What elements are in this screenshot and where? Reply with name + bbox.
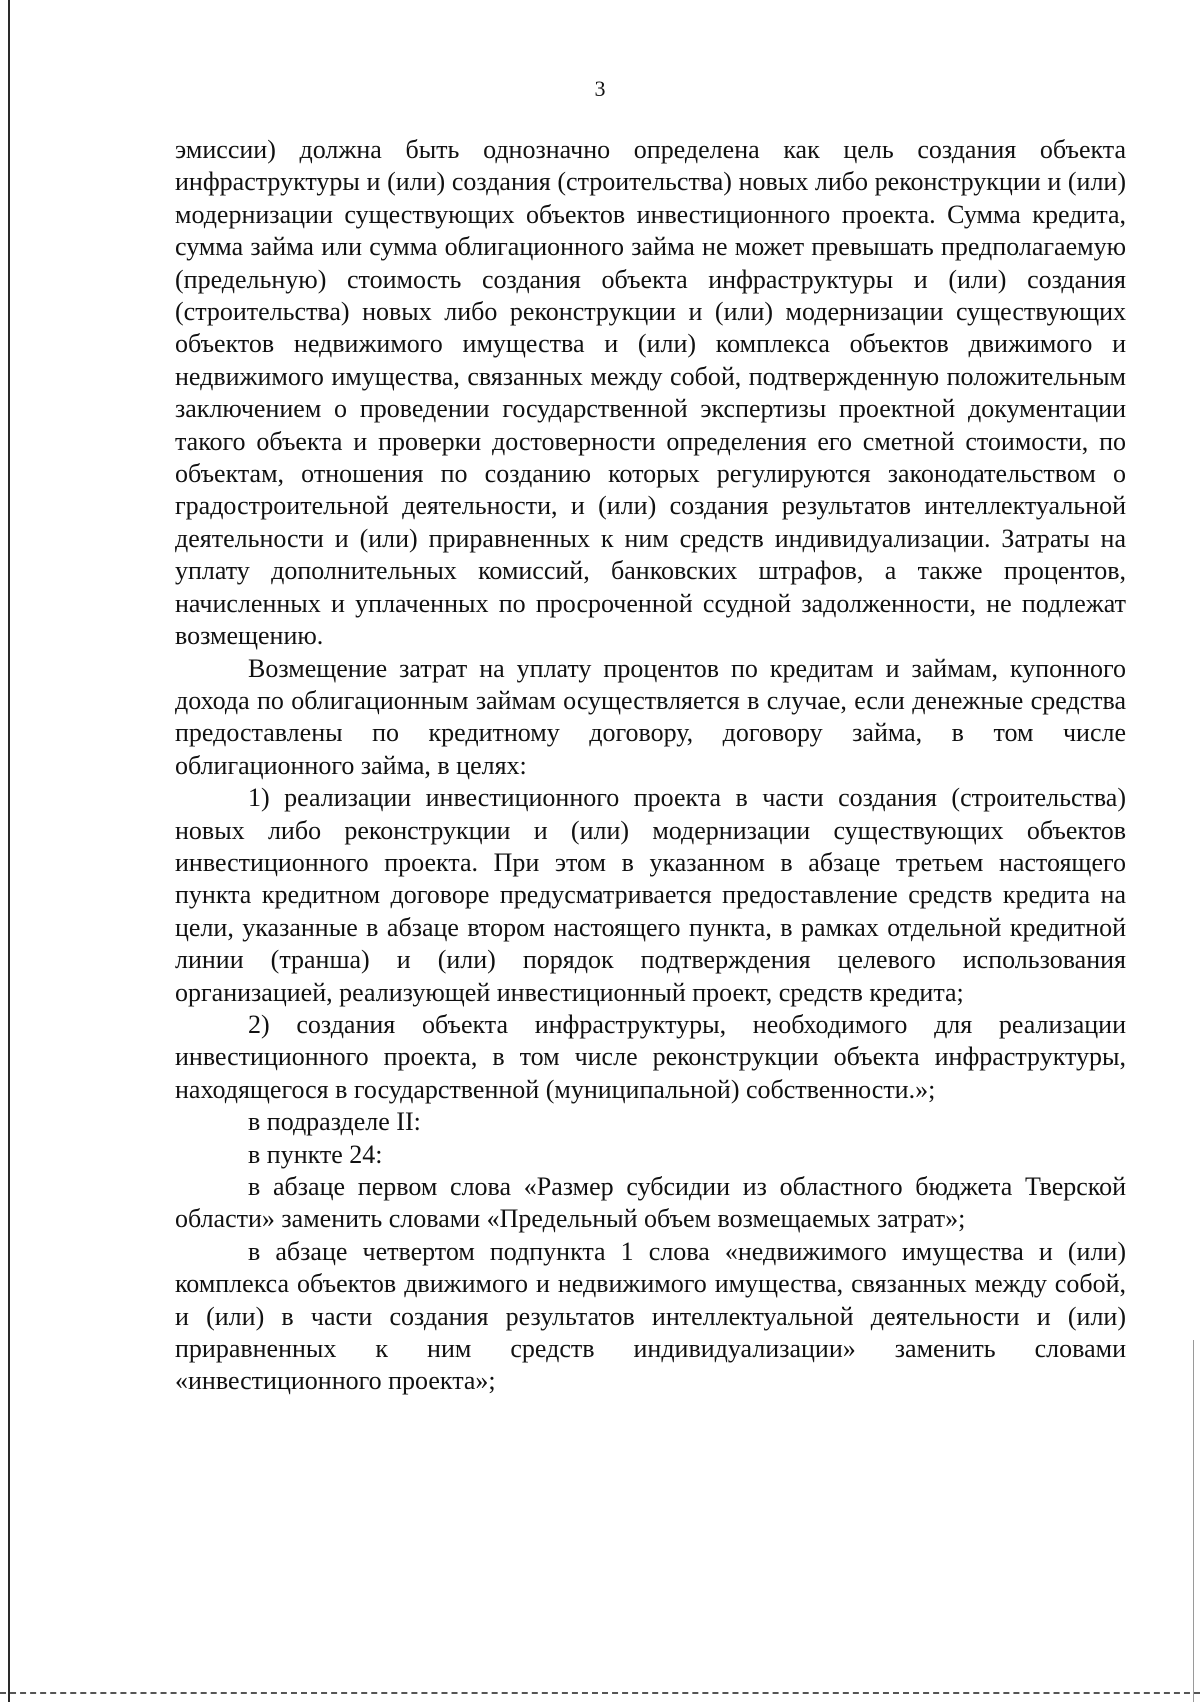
document-body [175,134,1126,1398]
paragraph-continuation: эмиссии) должна быть однозначно определена как цель создания объекта инфраструктуры и (или) создания (строительства) новых либо реконструкции и (или) модернизации существующих объектов инвестиционного проекта. Сумма кредита, сумма займа или сумма облигационного займа не может превышать предполагаемую (предельную) стоимость создания объекта инфраструктуры и (или) создания (строительства) новых либо реконструкции и (или) модернизации существующих объектов недвижимого имущества и (или) комплекса объектов движимого и недвижимого имущества, связанных между собой, подтвержденную положительным заключением о проведении государственной экспертизы проектной документации такого объекта и проверки достоверности определения его сметной стоимости, по объектам, отношения по созданию которых регулируются законодательством о градостроительной деятельности, и (или) создания результатов интеллектуальной деятельности и (или) приравненных к ним средств индивидуализации. Затраты на уплату дополнительных комиссий, банковских штрафов, а также процентов, начисленных и уплаченных по просроченной ссудной задолженности, не подлежат возмещению. [175,135,1126,651]
paragraph-amendment-fourth: в абзаце четвертом подпункта 1 слова «недвижимого имущества и (или) комплекса объектов движимого и недвижимого имущества, связанных между собой, и (или) в части создания результатов интеллектуальной деятельности и (или) приравненных к ним средств индивидуализации» заменить словами «инвестиционного проекта»; [175,1236,1126,1396]
list-item-1: 1) реализации инвестиционного проекта в части создания (строительства) новых либо реконструкции и (или) модернизации существующих объектов инвестиционного проекта. При этом в указанном в абзаце третьем настоящего пункта кредитном договоре предусматривается предоставление средств кредита на цели, указанные в абзаце втором настоящего пункта, в рамках отдельной кредитной линии (транша) и (или) порядок подтверждения целевого использования организацией, реализующей инвестиционный проект, средств кредита; [175,783,1126,1007]
paragraph-subsection-ii: в подразделе II: [248,1107,421,1137]
paragraph-amendment-first: в абзаце первом слова «Размер субсидии из областного бюджета Тверской области» заменить словами «Предельный объем возмещаемых затрат»; [175,1172,1126,1234]
paragraph-clause-24: в пункте 24: [248,1139,383,1169]
page-number: 3 [594,76,606,101]
scan-right-edge [1193,1340,1194,1702]
scan-bottom-edge [0,1692,1200,1694]
scan-left-edge [8,0,10,1702]
list-item-2: 2) создания объекта инфраструктуры, необходимого для реализации инвестиционного проекта, в том числе реконструкции объекта инфраструктуры, находящегося в государственной (муниципальной) собственности.»; [175,1009,1126,1104]
paragraph-reimbursement-conditions: Возмещение затрат на уплату процентов по кредитам и займам, купонного дохода по облигационным займам осуществляется в случае, если денежные средства предоставлены по кредитному договору, договору займа, в том числе облигационного займа, в целях: [175,653,1126,780]
